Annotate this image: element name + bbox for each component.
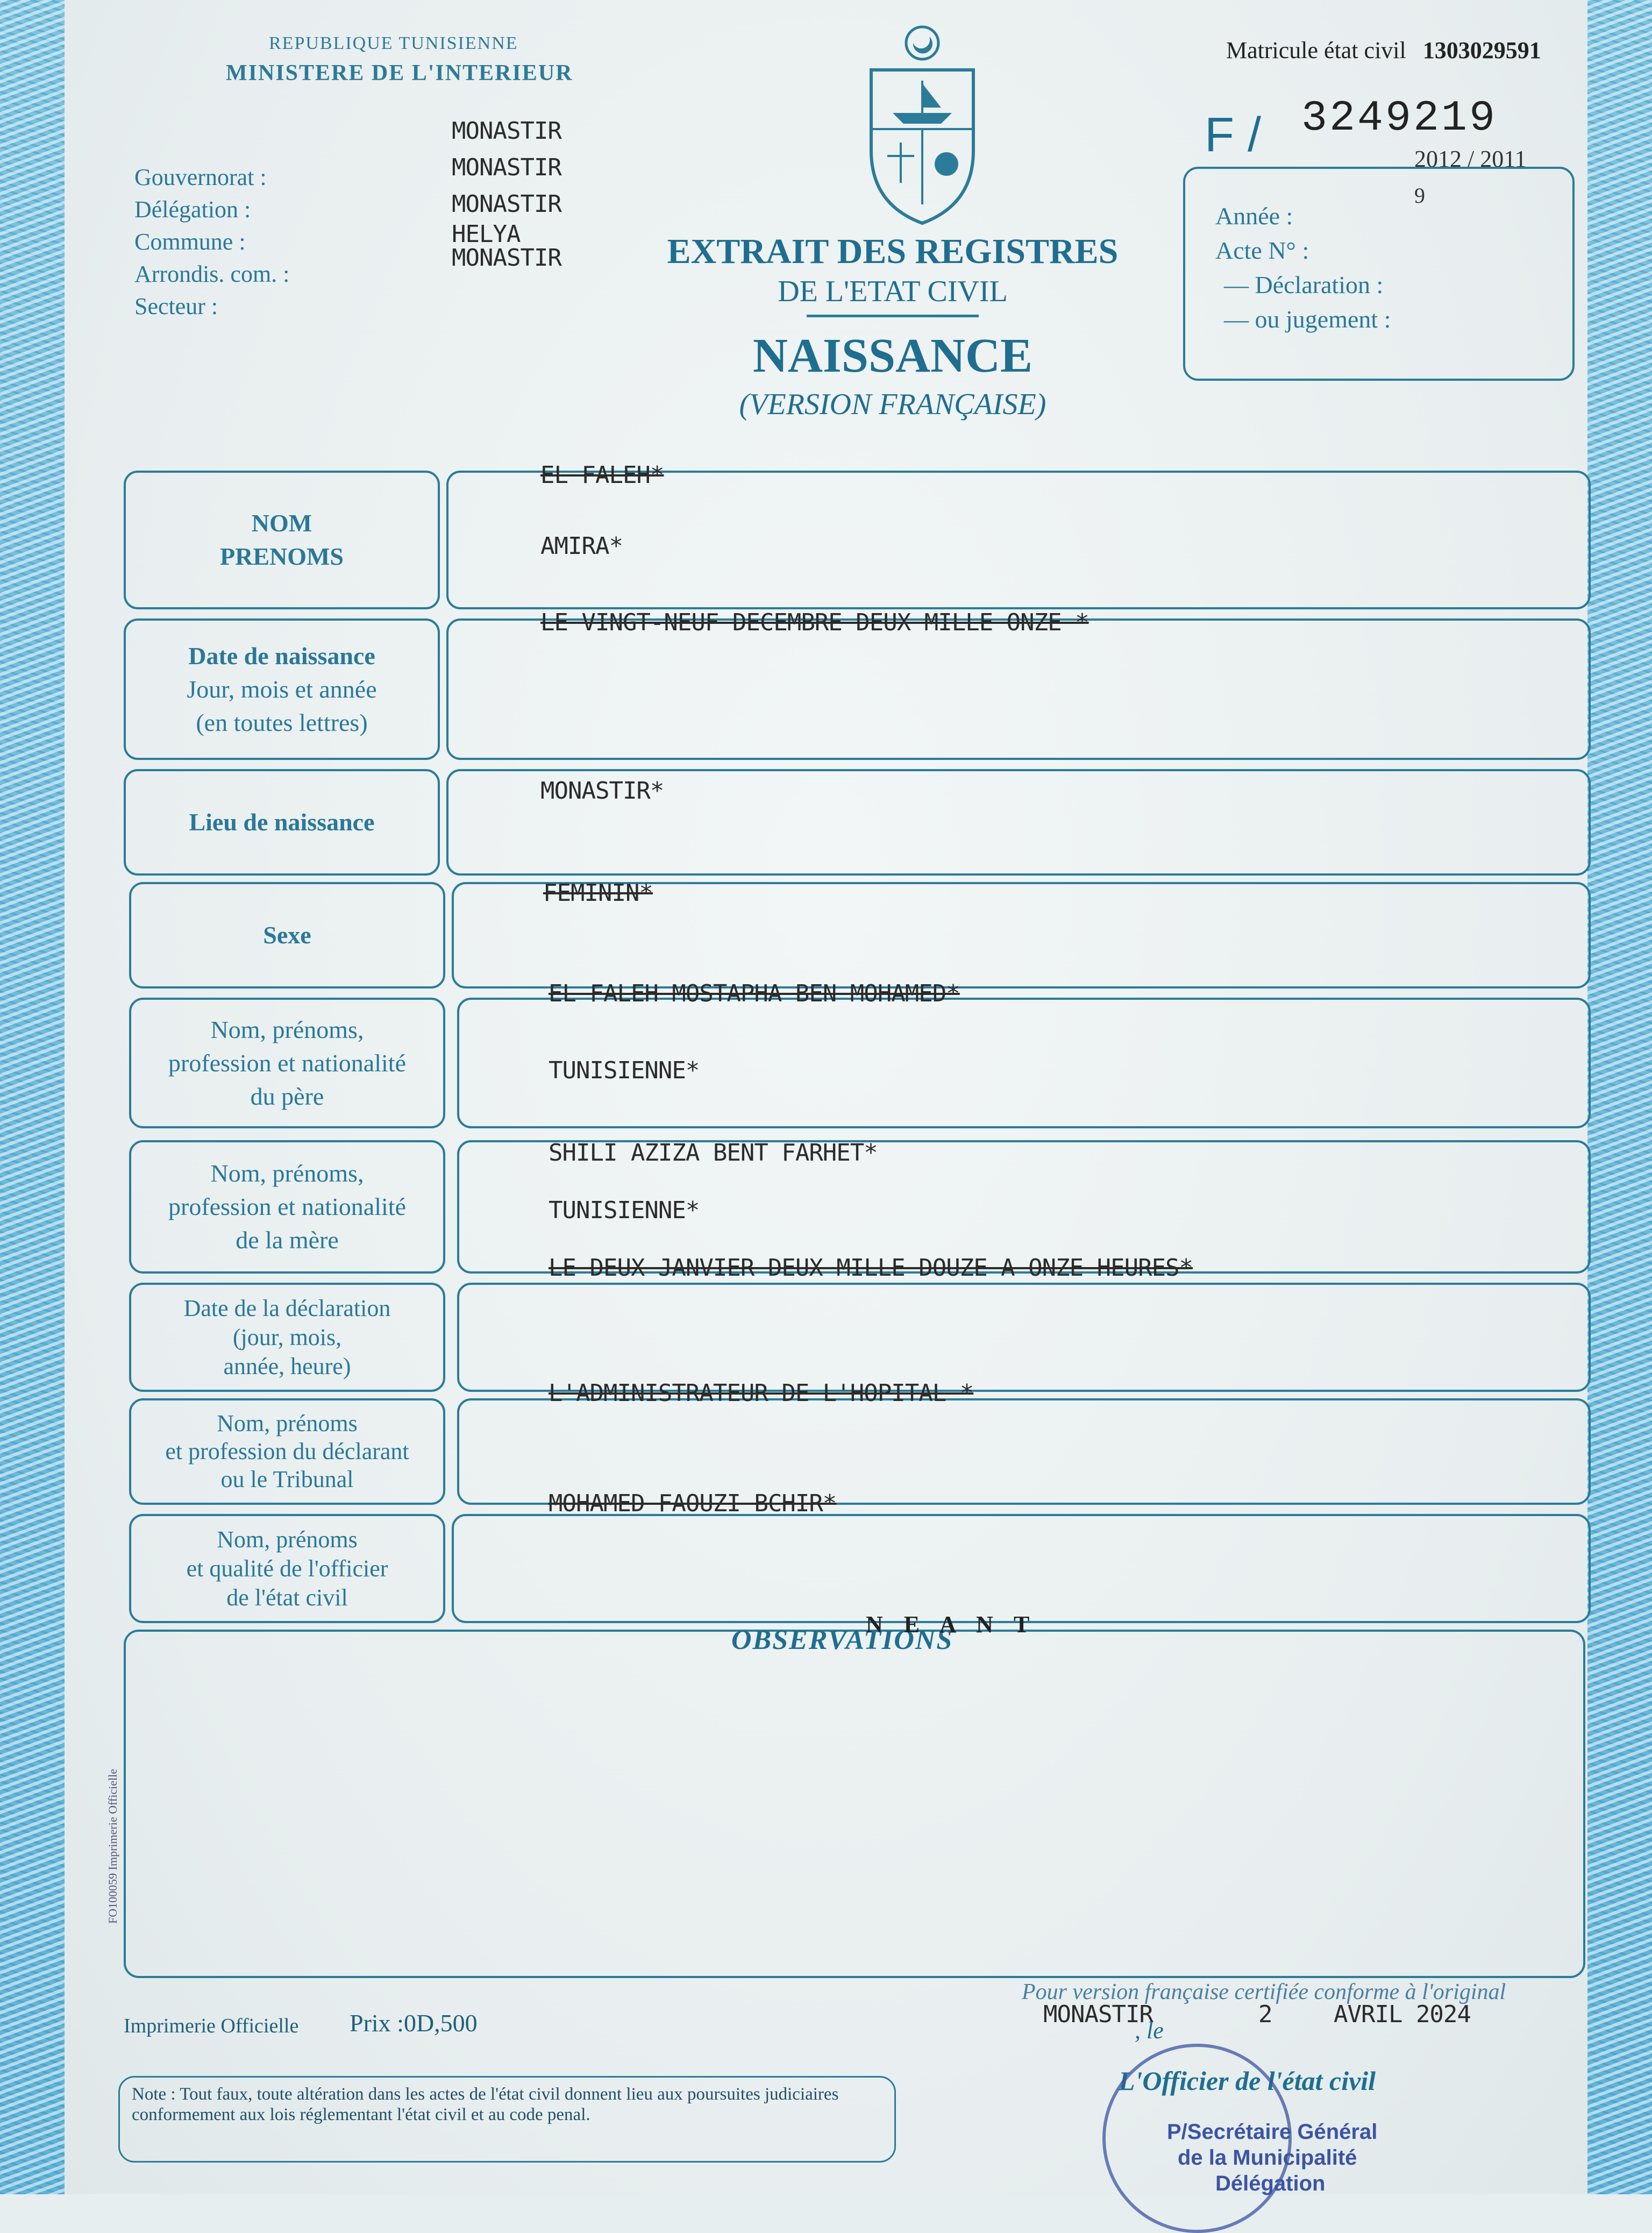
arrondissement-label: Arrondis. com. : xyxy=(134,261,290,287)
declaration-label-line2: (jour, mois, xyxy=(232,1324,342,1350)
admin-value-5: MONASTIR xyxy=(452,244,561,272)
declarant-label-line2: et profession du déclarant xyxy=(165,1438,409,1464)
officier-signature-title: L'Officier de l'état civil xyxy=(1119,2066,1376,2096)
pere-label-line3: du père xyxy=(250,1082,324,1110)
declarant-label-box xyxy=(129,1398,445,1505)
serial-prefix: F / xyxy=(1205,108,1261,162)
note-text: Note : Tout faux, toute altération dans les actes de l'état civil donnent lieu aux poursuites judiciaires conformement aux lois réglementant l'état civil et au code penal. xyxy=(132,2085,839,2124)
document-page xyxy=(65,0,1587,2194)
year-range: 2012 / 2011 xyxy=(1414,146,1527,172)
matricule-line xyxy=(1226,37,1541,64)
date-naissance-label-box xyxy=(124,618,440,760)
observations-box xyxy=(124,1630,1585,1978)
pere-label-box xyxy=(129,998,445,1128)
pere-name-value: EL FALEH MOSTAPHA BEN MOHAMED* xyxy=(549,980,960,1007)
acte-box-labels xyxy=(1215,199,1391,337)
nom-value: EL FALEH* xyxy=(540,461,664,489)
title-version: (VERSION FRANÇAISE) xyxy=(739,388,1046,421)
republic-header: REPUBLIQUE TUNISIENNE xyxy=(269,33,518,53)
acte-number-label: Acte N° : xyxy=(1215,237,1309,264)
jugement-option-label: — ou jugement : xyxy=(1224,305,1391,333)
admin-value-1: MONASTIR xyxy=(452,117,561,145)
signature-block xyxy=(1167,2119,1377,2196)
officier-label-line3: de l'état civil xyxy=(226,1584,348,1611)
declaration-value-box xyxy=(457,1283,1591,1392)
signature-line1: P/Secrétaire Général xyxy=(1167,2120,1378,2144)
lieu-naissance-label: Lieu de naissance xyxy=(189,808,375,836)
imprimerie-label: Imprimerie Officielle xyxy=(124,2015,299,2037)
date-naissance-value-box xyxy=(446,618,1591,760)
observations-label: OBSERVATIONS xyxy=(731,1625,953,1655)
sexe-value: FEMININ* xyxy=(543,879,653,907)
date-naissance-sublabel-1: Jour, mois et année xyxy=(187,675,377,703)
admin-values xyxy=(452,113,561,270)
lieu-naissance-label-box xyxy=(124,769,440,876)
title-etat-civil: DE L'ETAT CIVIL xyxy=(778,275,1008,308)
sexe-label-box xyxy=(129,882,445,989)
decorative-border-left xyxy=(0,0,70,2194)
mere-label-line1: Nom, prénoms, xyxy=(210,1160,364,1187)
serial-number: 3249219 xyxy=(1301,94,1498,143)
title-naissance: NAISSANCE xyxy=(752,329,1033,382)
officier-value-box xyxy=(452,1514,1591,1623)
declarant-label-line3: ou le Tribunal xyxy=(220,1466,354,1492)
secteur-label: Secteur : xyxy=(134,293,218,319)
declaration-label-line1: Date de la déclaration xyxy=(183,1295,391,1321)
declaration-label-line3: année, heure) xyxy=(223,1353,351,1379)
mere-nationality-value: TUNISIENNE* xyxy=(549,1197,700,1224)
footer-le: , le xyxy=(1135,2017,1164,2044)
pere-label-line1: Nom, prénoms, xyxy=(210,1015,364,1043)
signature-line2: de la Municipalité xyxy=(1178,2146,1357,2170)
date-naissance-value: LE VINGT-NEUF DECEMBRE DEUX MILLE ONZE * xyxy=(540,609,1089,636)
commune-label: Commune : xyxy=(134,229,246,255)
lieu-naissance-value: MONASTIR* xyxy=(540,777,664,805)
mere-label-line2: profession et nationalité xyxy=(168,1193,406,1220)
prenoms-value: AMIRA* xyxy=(540,532,623,560)
annee-label: Année : xyxy=(1215,202,1293,230)
side-code: FO100059 Imprimerie Officielle xyxy=(106,1769,119,1924)
pere-label-line2: profession et nationalité xyxy=(168,1049,406,1077)
sexe-label: Sexe xyxy=(263,921,311,949)
declaration-option-label: — Déclaration : xyxy=(1224,271,1384,298)
prenoms-label: PRENOMS xyxy=(220,543,344,570)
officier-value: MOHAMED FAOUZI BCHIR* xyxy=(549,1490,837,1517)
ministry-header: MINISTERE DE L'INTERIEUR xyxy=(226,61,573,86)
admin-value-4: HELYA xyxy=(452,221,521,248)
date-naissance-label: Date de naissance xyxy=(188,642,375,670)
officier-label-box xyxy=(129,1514,445,1623)
footer-day: 2 xyxy=(1258,2001,1272,2028)
nom-prenoms-label xyxy=(220,507,344,573)
prix-label: Prix :0D,500 xyxy=(350,2009,478,2037)
title-divider xyxy=(807,315,979,317)
gouvernorat-label: Gouvernorat : xyxy=(134,164,267,190)
admin-labels xyxy=(134,161,289,323)
matricule-label: Matricule état civil xyxy=(1226,37,1406,63)
signature-line3: Délégation xyxy=(1215,2172,1326,2195)
declaration-value: LE DEUX JANVIER DEUX MILLE DOUZE A ONZE HEURES* xyxy=(549,1254,1193,1282)
mere-label-line3: de la mère xyxy=(236,1226,339,1254)
title-registres: EXTRAIT DES REGISTRES xyxy=(667,232,1119,271)
officier-label-line1: Nom, prénoms xyxy=(217,1526,358,1553)
declaration-label-box xyxy=(129,1283,445,1392)
observations-value: N E A N T xyxy=(866,1611,1037,1638)
mere-name-value: SHILI AZIZA BENT FARHET* xyxy=(549,1139,878,1167)
officier-label-line2: et qualité de l'officier xyxy=(186,1555,388,1582)
date-naissance-sublabel-2: (en toutes lettres) xyxy=(196,708,368,736)
declarant-label-line1: Nom, prénoms xyxy=(217,1410,358,1436)
pere-nationality-value: TUNISIENNE* xyxy=(549,1057,700,1084)
admin-value-2: MONASTIR xyxy=(452,154,561,181)
nom-label: NOM xyxy=(251,509,312,537)
declarant-value: L'ADMINISTRATEUR DE L'HOPITAL * xyxy=(549,1379,974,1407)
footer-place: MONASTIR xyxy=(1043,2001,1153,2028)
decorative-border-right xyxy=(1582,0,1652,2194)
declarant-value-box xyxy=(457,1398,1591,1505)
matricule-value: 1303029591 xyxy=(1422,37,1541,63)
nom-prenoms-label-box xyxy=(124,471,440,609)
mere-label-box xyxy=(129,1140,445,1274)
annee-value: 9 xyxy=(1414,183,1425,208)
admin-value-3: MONASTIR xyxy=(452,190,561,218)
footer-month-year: AVRIL 2024 xyxy=(1334,2001,1471,2028)
delegation-label: Délégation : xyxy=(134,196,251,223)
certification-text: Pour version française certifiée conforme à l'original xyxy=(1022,1980,1506,2004)
coat-of-arms-emblem xyxy=(855,22,989,226)
